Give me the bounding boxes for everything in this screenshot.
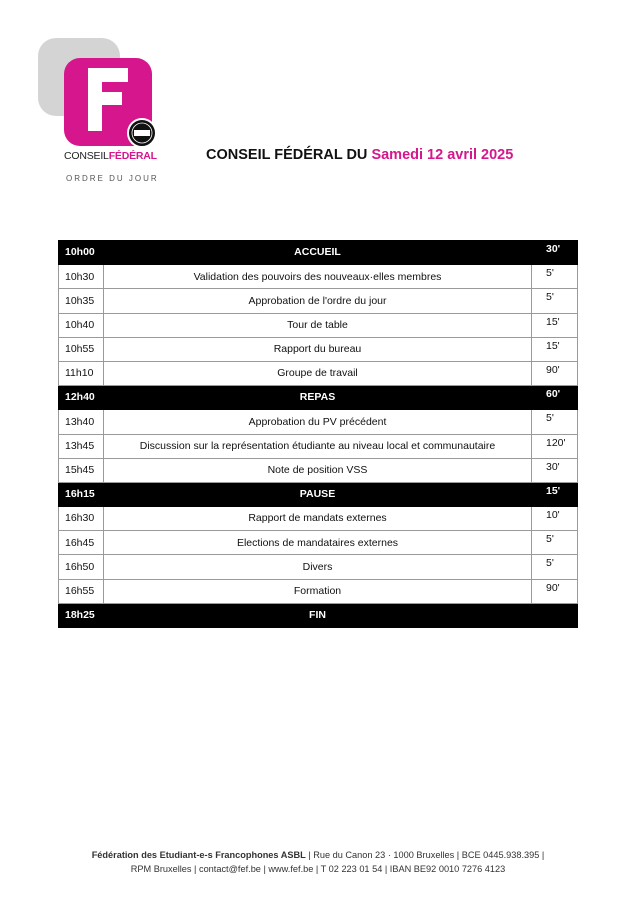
agenda-item-title: Rapport de mandats externes: [104, 507, 532, 531]
agenda-duration: 30': [532, 458, 578, 482]
agenda-row: [59, 555, 578, 579]
agenda-item-title: Divers: [104, 555, 532, 579]
agenda-duration: 90': [532, 579, 578, 603]
agenda-duration: 90': [532, 361, 578, 385]
agenda-time: 16h45: [59, 531, 104, 555]
agenda-item-title: Note de position VSS: [104, 458, 532, 482]
agenda-duration: 30': [532, 241, 578, 265]
agenda-duration: 5': [532, 410, 578, 434]
agenda-item-title: PAUSE: [104, 482, 532, 506]
agenda-row: [59, 313, 578, 337]
agenda-row: [59, 265, 578, 289]
agenda-item-title: ACCUEIL: [104, 241, 532, 265]
footer-line-1: Fédération des Etudiant-e-s Francophones ASBL | Rue du Canon 23 · 1000 Bruxelles | BCE 0445.938.395 |: [91, 850, 545, 860]
agenda-row: [59, 410, 578, 434]
agenda-duration: 5': [532, 265, 578, 289]
agenda-row: [59, 579, 578, 603]
agenda-time: 16h50: [59, 555, 104, 579]
agenda-time: 10h35: [59, 289, 104, 313]
agenda-time: 15h45: [59, 458, 104, 482]
agenda-break-row: [59, 241, 578, 265]
agenda-duration: 5': [532, 531, 578, 555]
agenda-break-row: [59, 386, 578, 410]
agenda-item-title: Discussion sur la représentation étudiante au niveau local et communautaire: [104, 434, 532, 458]
agenda-table: [58, 240, 578, 628]
agenda-duration: [532, 603, 578, 627]
agenda-time: 12h40: [59, 386, 104, 410]
agenda-row: [59, 507, 578, 531]
agenda-duration: 120': [532, 434, 578, 458]
agenda-duration: 15': [532, 482, 578, 506]
agenda-break-row: [59, 482, 578, 506]
agenda-item-title: FIN: [104, 603, 532, 627]
agenda-time: 10h30: [59, 265, 104, 289]
agenda-time: 16h30: [59, 507, 104, 531]
agenda-time: 11h10: [59, 361, 104, 385]
agenda-item-title: Groupe de travail: [104, 361, 532, 385]
agenda-time: 16h55: [59, 579, 104, 603]
agenda-row: [59, 361, 578, 385]
agenda-row: [59, 289, 578, 313]
page-title: CONSEIL FÉDÉRAL DU Samedi 12 avril 2025: [206, 147, 514, 163]
agenda-row: [59, 337, 578, 361]
agenda-row: [59, 531, 578, 555]
agenda-time: 13h40: [59, 410, 104, 434]
conseil-federal-logo: [38, 38, 158, 148]
agenda-item-title: Approbation du PV précédent: [104, 410, 532, 434]
agenda-duration: 15': [532, 313, 578, 337]
agenda-duration: 10': [532, 507, 578, 531]
agenda-duration: 5': [532, 555, 578, 579]
agenda-time: 18h25: [59, 603, 104, 627]
agenda-item-title: Rapport du bureau: [104, 337, 532, 361]
agenda-duration: 5': [532, 289, 578, 313]
agenda-duration: 60': [532, 386, 578, 410]
agenda-time: 10h40: [59, 313, 104, 337]
agenda-time: 10h00: [59, 241, 104, 265]
agenda-item-title: Formation: [104, 579, 532, 603]
agenda-time: 10h55: [59, 337, 104, 361]
agenda-break-row: [59, 603, 578, 627]
footer: [0, 848, 636, 876]
agenda-row: [59, 434, 578, 458]
agenda-item-title: REPAS: [104, 386, 532, 410]
agenda-time: 16h15: [59, 482, 104, 506]
agenda-item-title: Approbation de l'ordre du jour: [104, 289, 532, 313]
footer-line-2: RPM Bruxelles | contact@fef.be | www.fef.be | T 02 223 01 54 | IBAN BE92 0010 7276 4123: [130, 864, 506, 874]
agenda-item-title: Validation des pouvoirs des nouveaux·elles membres: [104, 265, 532, 289]
agenda-subtitle: ORDRE DU JOUR: [66, 174, 159, 183]
logo-wordmark: CONSEILFÉDÉRAL: [64, 150, 157, 162]
agenda-item-title: Elections de mandataires externes: [104, 531, 532, 555]
agenda-item-title: Tour de table: [104, 313, 532, 337]
agenda-duration: 15': [532, 337, 578, 361]
agenda-row: [59, 458, 578, 482]
agenda-time: 13h45: [59, 434, 104, 458]
